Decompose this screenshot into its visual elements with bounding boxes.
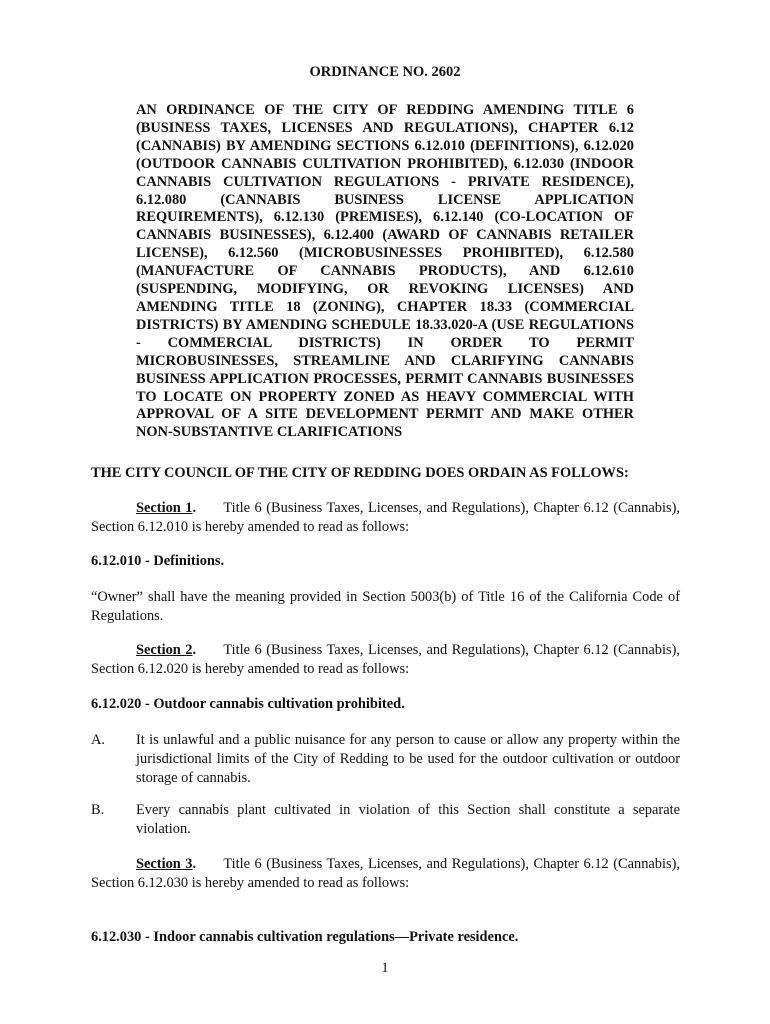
heading-6-12-020: 6.12.020 - Outdoor cannabis cultivation prohibited. — [91, 696, 405, 712]
section-3-paragraph — [91, 855, 680, 893]
section-3-period: . — [192, 856, 197, 872]
section-2-text: Title 6 (Business Taxes, Licenses, and Regulations), Chapter 6.12 (Cannabis), Section 6.12.020 is hereby amended to read as follows: — [91, 642, 680, 678]
list-item-letter: B. — [91, 802, 105, 818]
owner-definition: “Owner” shall have the meaning provided in Section 5003(b) of Title 16 of the California Code of Regulations. — [91, 589, 680, 625]
section-3-label: Section 3 — [136, 856, 193, 872]
section-3-text: Title 6 (Business Taxes, Licenses, and Regulations), Chapter 6.12 (Cannabis), Section 6.12.030 is hereby amended to read as follows: — [91, 856, 680, 892]
list-item — [91, 731, 680, 789]
heading-6-12-010: 6.12.010 - Definitions. — [91, 553, 225, 569]
council-statement: THE CITY COUNCIL OF THE CITY OF REDDING DOES ORDAIN AS FOLLOWS: — [91, 465, 629, 481]
section-2-period: . — [192, 642, 197, 658]
section-1-period: . — [192, 500, 197, 516]
ordinance-title: ORDINANCE NO. 2602 — [309, 64, 461, 80]
section-1-paragraph — [91, 499, 680, 537]
list-item-text: Every cannabis plant cultivated in violation of this Section shall constitute a separate violation. — [136, 802, 680, 838]
list-item-text: It is unlawful and a public nuisance for any person to cause or allow any property within the jurisdictional limits of the City of Redding to be used for the outdoor cultivation or outdoor storage of cannabis. — [136, 732, 680, 787]
section-1-label: Section 1 — [136, 500, 193, 516]
list-item-letter: A. — [91, 732, 105, 748]
section-2-paragraph — [91, 641, 680, 679]
heading-6-12-030: 6.12.030 - Indoor cannabis cultivation regulations—Private residence. — [91, 929, 519, 945]
page-number: 1 — [381, 960, 389, 976]
list-item — [91, 801, 680, 839]
section-1-text: Title 6 (Business Taxes, Licenses, and Regulations), Chapter 6.12 (Cannabis), Section 6.12.010 is hereby amended to read as follows: — [91, 500, 680, 536]
ordinance-caption: AN ORDINANCE OF THE CITY OF REDDING AMENDING TITLE 6 (BUSINESS TAXES, LICENSES AND REGULATIONS), CHAPTER 6.12 (CANNABIS) BY AMENDING SECTIONS 6.12.010 (DEFINITIONS), 6.12.020 (OUTDOOR CANNABIS CULTIVATION PROHIBITED), 6.12.030 (INDOOR CANNABIS CULTIVATION REGULATIONS - PRIVATE RESIDENCE), 6.12.080 (CANNABIS BUSINESS LICENSE APPLICATION REQUIREMENTS), 6.12.130 (PREMISES), 6.12.140 (CO-LOCATION OF CANNABIS BUSINESSES), 6.12.400 (AWARD OF CANNABIS RETAILER LICENSE), 6.12.560 (MICROBUSINESSES PROHIBITED), 6.12.580 (MANUFACTURE OF CANNABIS PRODUCTS), AND 6.12.610 (SUSPENDING, MODIFYING, OR REVOKING LICENSES) AND AMENDING TITLE 18 (ZONING), CHAPTER 18.33 (COMMERCIAL DISTRICTS) BY AMENDING SCHEDULE 18.33.020-A (USE REGULATIONS - COMMERCIAL DISTRICTS) IN ORDER TO PERMIT MICROBUSINESSES, STREAMLINE AND CLARIFYING CANNABIS BUSINESS APPLICATION PROCESSES, PERMIT CANNABIS BUSINESSES TO LOCATE ON PROPERTY ZONED AS HEAVY COMMERCIAL WITH APPROVAL OF A SITE DEVELOPMENT PERMIT AND MAKE OTHER NON-SUBSTANTIVE CLARIFICATIONS — [136, 102, 634, 441]
section-2-label: Section 2 — [136, 642, 193, 658]
